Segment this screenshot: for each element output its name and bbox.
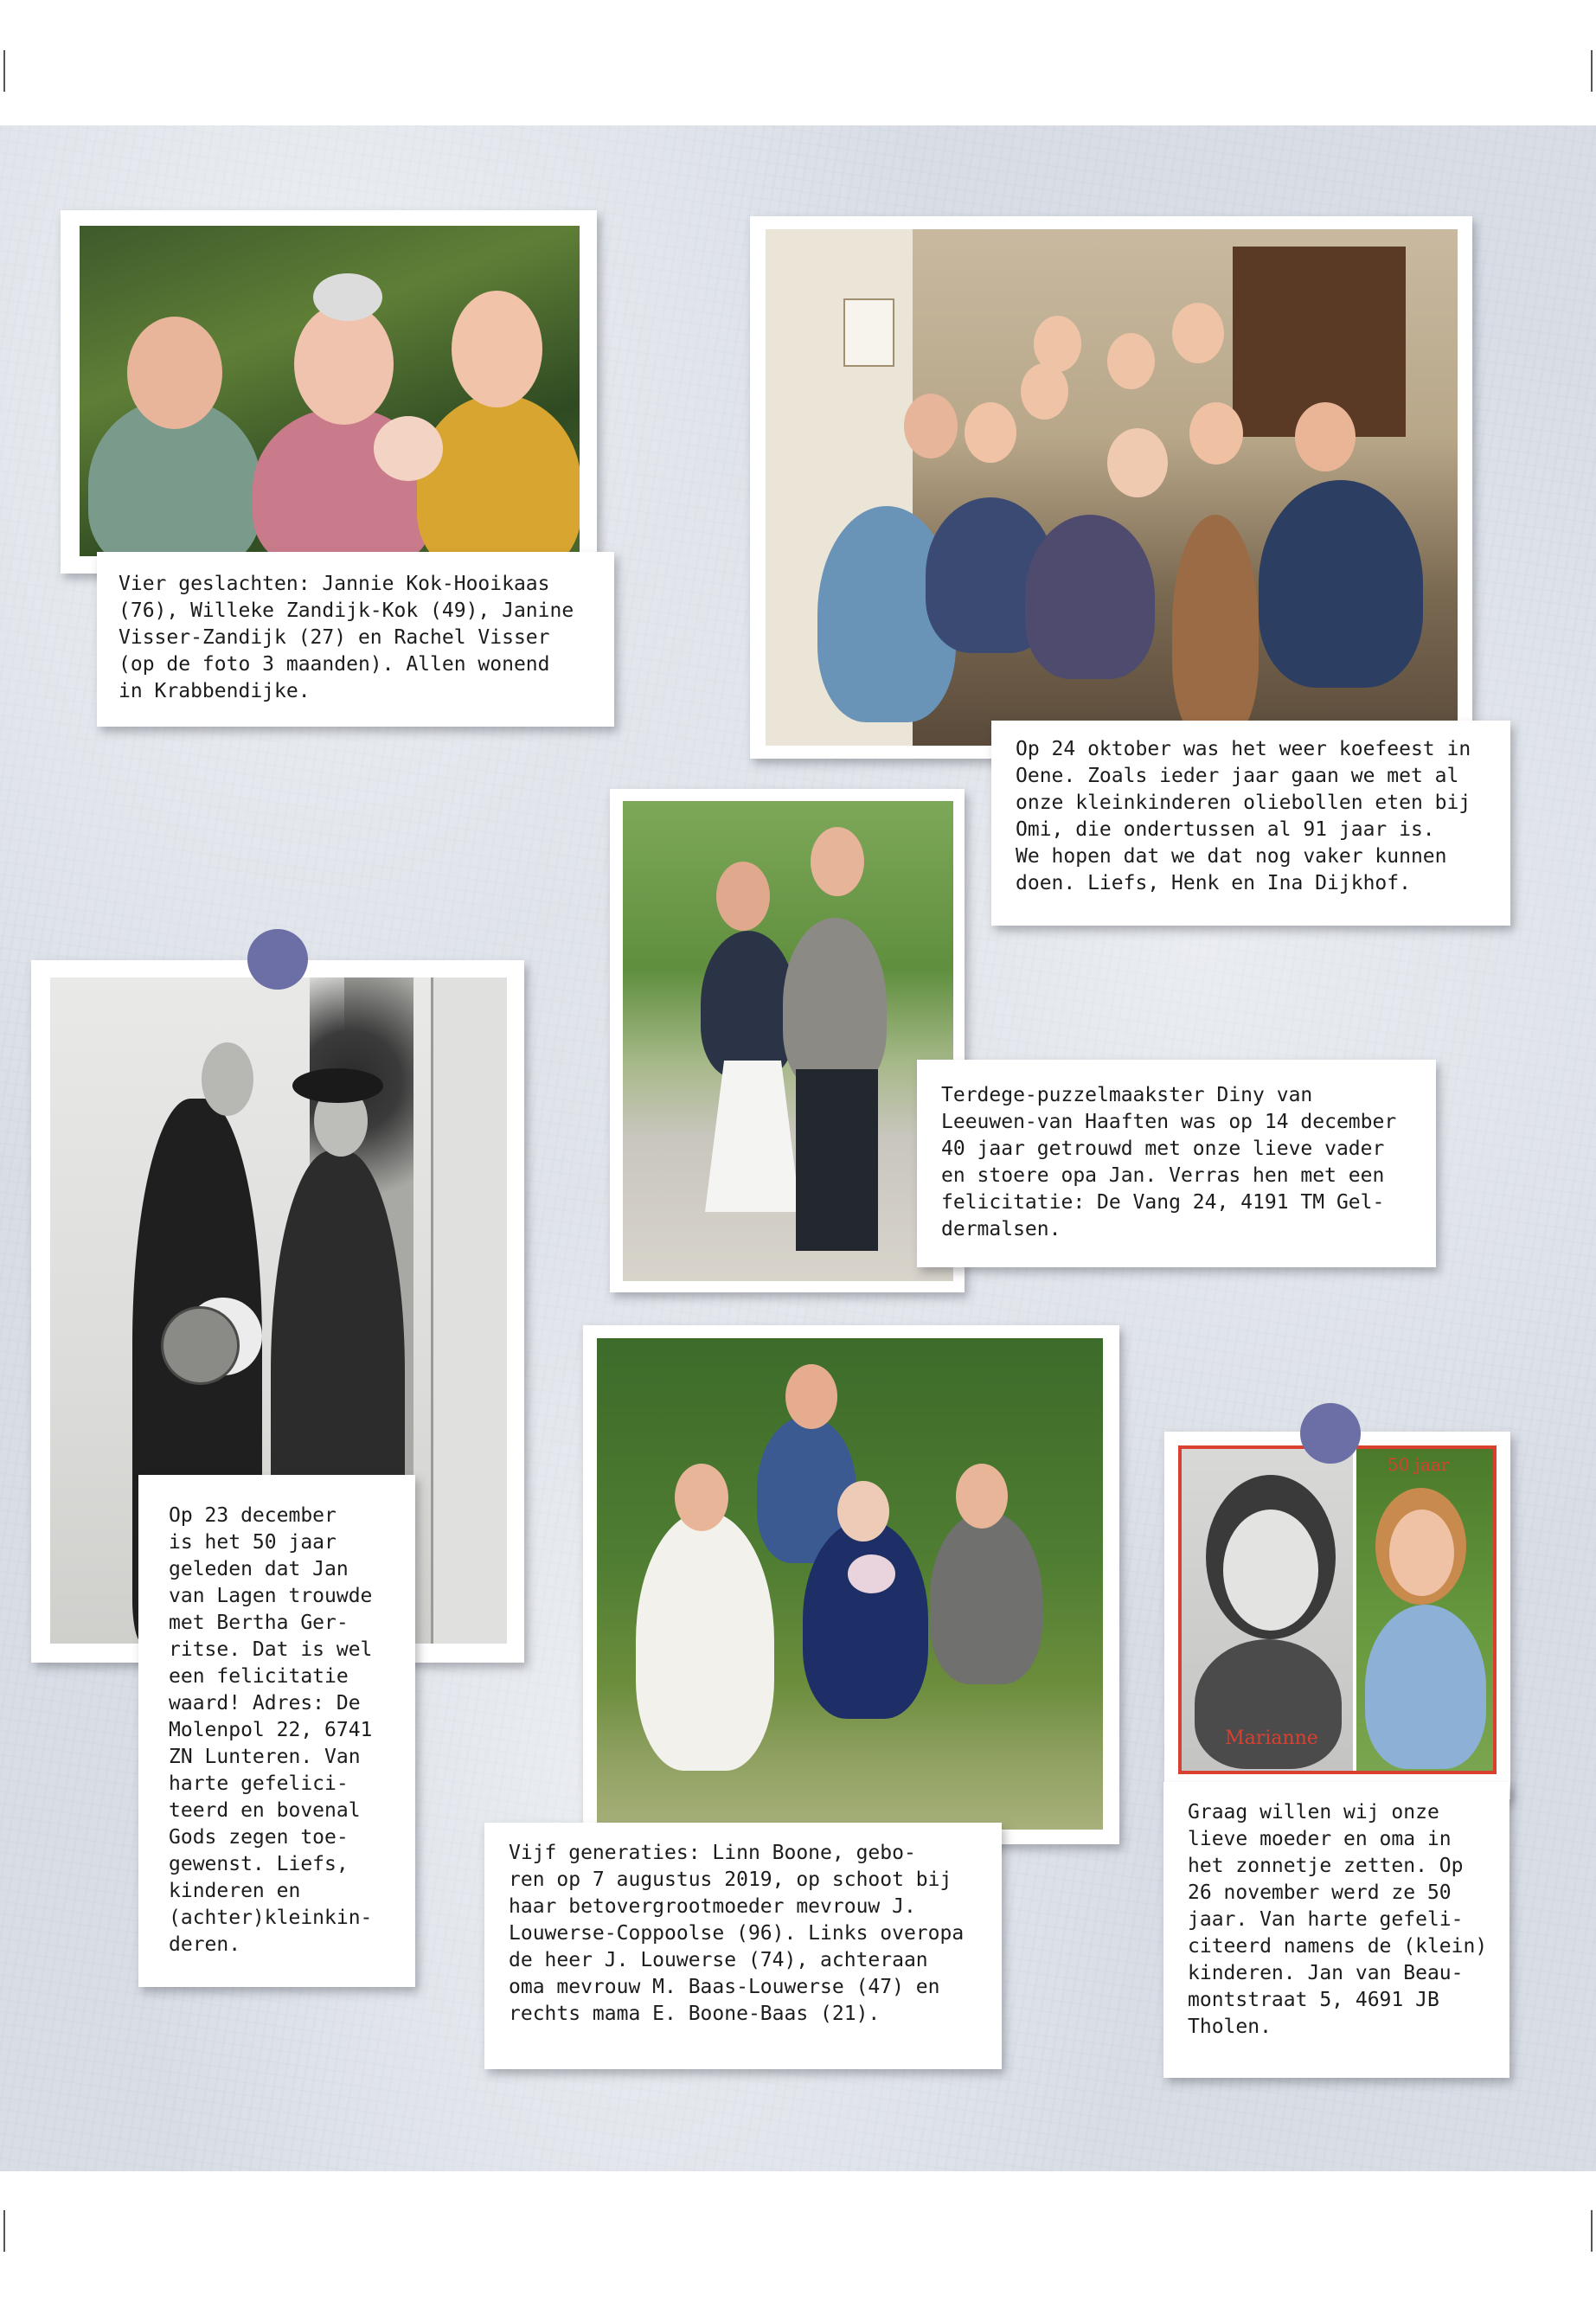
- photo-marianne: [1178, 1445, 1497, 1774]
- photo-frame-koefeest: [750, 216, 1472, 759]
- photo-five-generations: [597, 1338, 1103, 1830]
- photo-koefeest: [766, 229, 1458, 746]
- caption-koefeest: Op 24 oktober was het weer koefeest in Oene. Zoals ieder jaar gaan we met al onze kleinkinderen oliebollen eten bij Omi, die ondertussen al 91 jaar is. We hopen dat we dat nog vaker kunnen doen. Liefs, Henk en Ina Dijkhof.: [991, 721, 1510, 926]
- caption-four-generations: Vier geslachten: Jannie Kok-Hooikaas (76), Willeke Zandijk-Kok (49), Janine Visser-Zandijk (27) en Rachel Visser (op de foto 3 maanden). Allen wonend in Krabbendijke.: [97, 552, 614, 727]
- pin-marianne: [1300, 1403, 1361, 1464]
- caption-five-generations: Vijf generaties: Linn Boone, gebo- ren op 7 augustus 2019, op schoot bij haar betovergrootmoeder mevrouw J. Louwerse-Coppoolse (96). Links overopa de heer J. Louwerse (74), achteraan oma mevrouw M. Baas-Louwerse (47) en rechts mama E. Boone-Baas (21).: [484, 1823, 1002, 2069]
- crop-mark-bottom-left: [3, 2210, 5, 2252]
- caption-marianne: Graag willen wij onze lieve moeder en oma in het zonnetje zetten. Op 26 november werd ze 50 jaar. Van harte gefeli- citeerd namens de (klein) kinderen. Jan van Beau- montstraat 5, 4691 JB Tholen.: [1163, 1782, 1509, 2078]
- photo-frame-five-generations: [583, 1325, 1119, 1844]
- photo-four-generations: [80, 226, 580, 556]
- photo-frame-couple: [610, 789, 965, 1292]
- photo-frame-four-generations: [61, 210, 597, 574]
- fifty-years-label: 50 jaar: [1388, 1454, 1450, 1475]
- caption-wedding: Op 23 december is het 50 jaar geleden dat Jan van Lagen trouwde met Bertha Ger- ritse. Dat is wel een felicitatie waard! Adres: De Molenpol 22, 6741 ZN Lunteren. Van harte gefelici- teerd en bovenal Gods zegen toe- gewenst. Liefs, kinderen en (achter)kleinkin- deren.: [138, 1475, 415, 1987]
- crop-mark-top-left: [3, 50, 5, 92]
- crop-mark-top-right: [1591, 50, 1593, 92]
- crop-mark-bottom-right: [1591, 2210, 1593, 2252]
- caption-couple: Terdege-puzzelmaakster Diny van Leeuwen-van Haaften was op 14 december 40 jaar getrouwd met onze lieve vader en stoere opa Jan. Verras hen met een felicitatie: De Vang 24, 4191 TM Gel- dermalsen.: [917, 1060, 1436, 1267]
- pin-wedding: [247, 929, 308, 990]
- photo-couple: [623, 801, 953, 1281]
- photo-frame-marianne: [1164, 1432, 1510, 1799]
- marianne-label: Marianne: [1225, 1727, 1318, 1749]
